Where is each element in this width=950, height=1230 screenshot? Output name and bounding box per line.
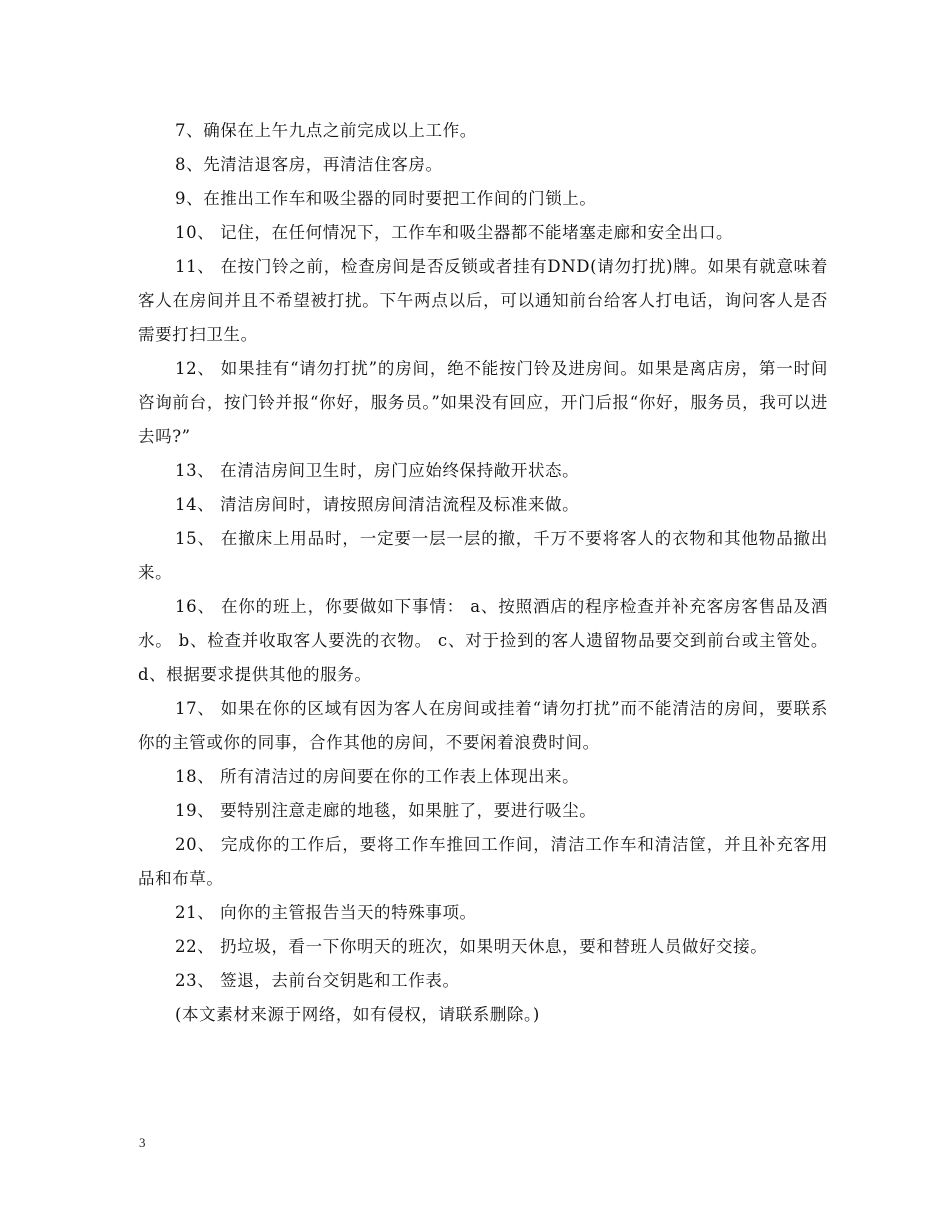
source-note: (本文素材来源于网络，如有侵权，请联系删除。) [175, 1005, 540, 1024]
paragraph-item-20: 20、 完成你的工作后，要将工作车推回工作间，清洁工作车和清洁筐，并且补充客用品和布草。 [138, 835, 828, 888]
paragraph-item-18: 18、 所有清洁过的房间要在你的工作表上体现出来。 [175, 767, 580, 786]
paragraph-item-23: 23、 签退，去前台交钥匙和工作表。 [175, 971, 460, 990]
paragraph-item-8: 8、先清洁退客房，再清洁住客房。 [175, 155, 443, 174]
paragraph-item-21: 21、 向你的主管报告当天的特殊事项。 [175, 903, 477, 922]
paragraph-item-10: 10、 记住，在任何情况下，工作车和吸尘器都不能堵塞走廊和安全出口。 [175, 223, 734, 242]
paragraph-item-9: 9、在推出工作车和吸尘器的同时要把工作间的门锁上。 [175, 189, 597, 208]
paragraph-item-12: 12、 如果挂有“请勿打扰”的房间，绝不能按门铃及进房间。如果是离店房，第一时间咨询前台，按门铃并报“你好，服务员。”如果没有回应，开门后报“你好，服务员，我可以进去吗?” [138, 359, 828, 446]
page-number: 3 [139, 1135, 146, 1150]
document-body [138, 114, 828, 1032]
paragraph-item-16: 16、 在你的班上，你要做如下事情： a、按照酒店的程序检查并补充客房客售品及酒水。 b、检查并收取客人要洗的衣物。 c、对于捡到的客人遗留物品要交到前台或主管处。 d、根据要求提供其他的服务。 [138, 597, 828, 684]
paragraph-item-13: 13、 在清洁房间卫生时，房门应始终保持敞开状态。 [175, 461, 580, 480]
paragraph-item-11: 11、 在按门铃之前，检查房间是否反锁或者挂有DND(请勿打扰)牌。如果有就意味着客人在房间并且不希望被打扰。下午两点以后，可以通知前台给客人打电话，询问客人是否需要打扫卫生。 [138, 257, 828, 344]
paragraph-item-14: 14、 清洁房间时，请按照房间清洁流程及标准来做。 [175, 495, 580, 514]
paragraph-item-22: 22、 扔垃圾，看一下你明天的班次，如果明天休息，要和替班人员做好交接。 [175, 937, 768, 956]
paragraph-item-17: 17、 如果在你的区域有因为客人在房间或挂着“请勿打扰”而不能清洁的房间，要联系你的主管或你的同事，合作其他的房间，不要闲着浪费时间。 [138, 699, 828, 752]
paragraph-item-7: 7、确保在上午九点之前完成以上工作。 [175, 121, 477, 140]
paragraph-item-15: 15、 在撤床上用品时，一定要一层一层的撤，千万不要将客人的衣物和其他物品撤出来。 [138, 529, 828, 582]
paragraph-item-19: 19、 要特别注意走廊的地毯，如果脏了，要进行吸尘。 [175, 801, 597, 820]
